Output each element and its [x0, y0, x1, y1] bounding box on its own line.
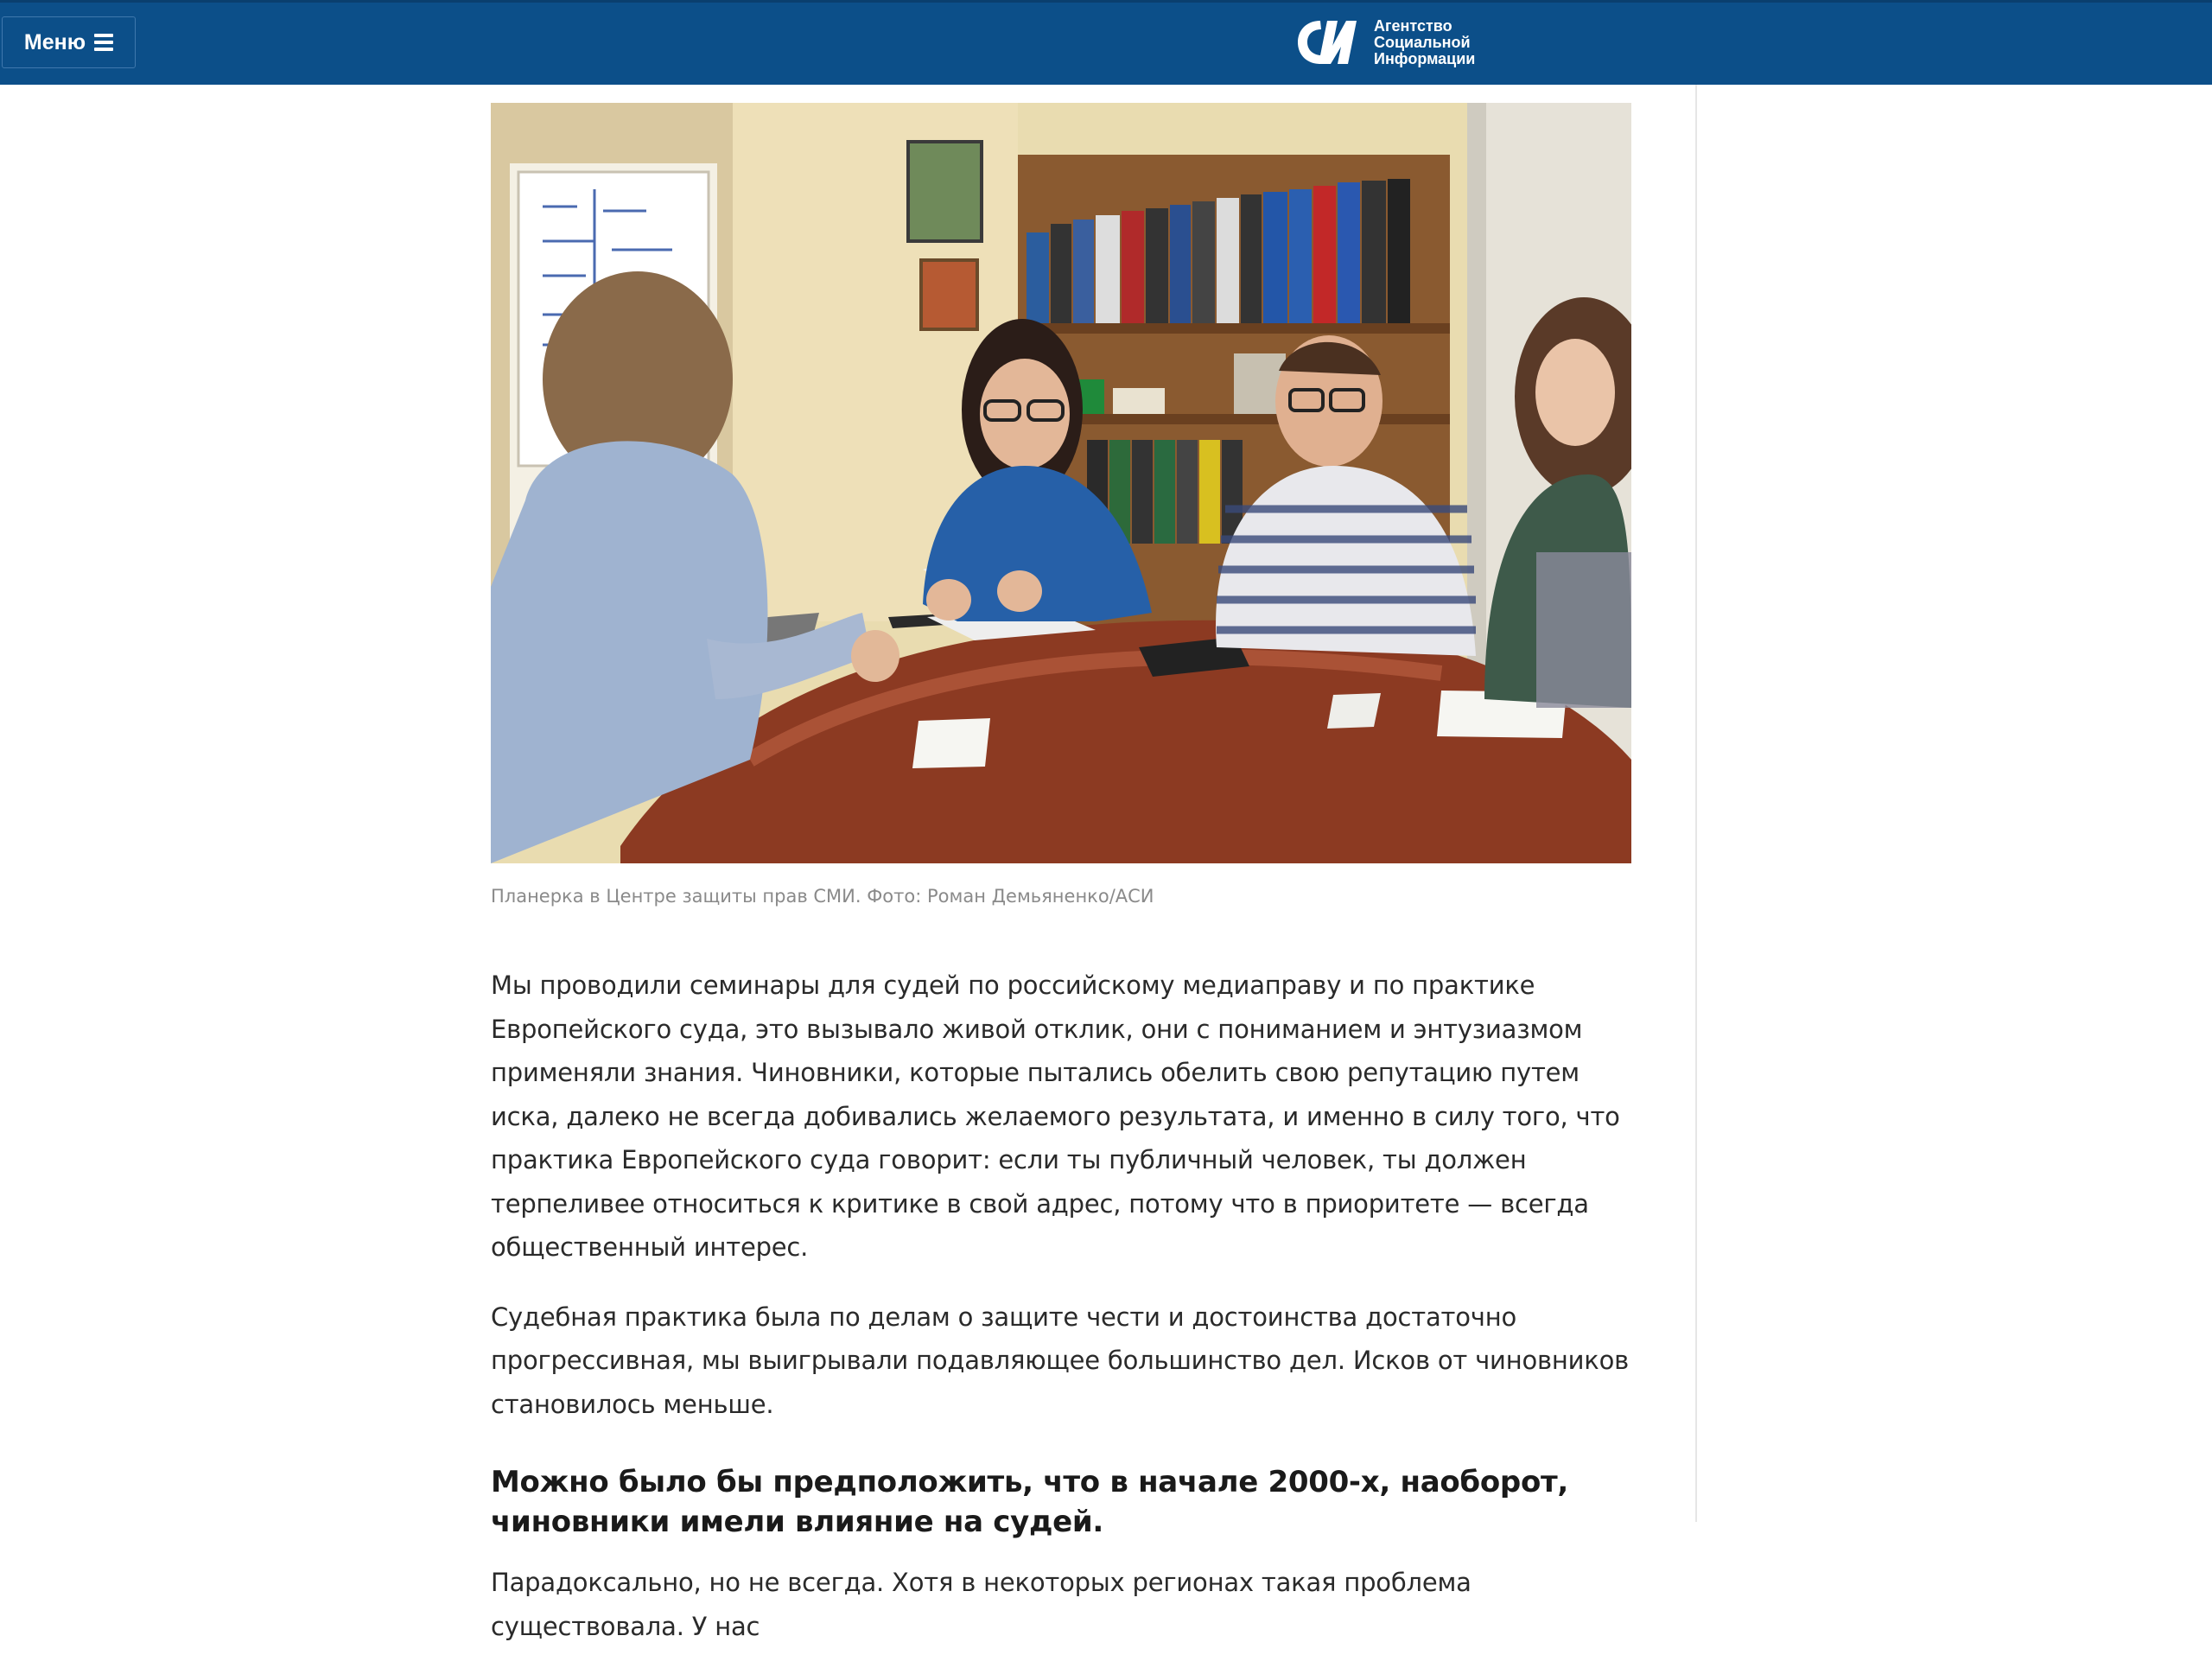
hamburger-icon: [94, 34, 113, 51]
asi-logo-icon: [1294, 16, 1362, 69]
article-photo: [491, 103, 1631, 863]
article-paragraph: Мы проводили семинары для судей по российскому медиаправу и по практике Европейского суда, это вызывало живой отклик, они с пониманием и энтузиазмом применяли знания. Чиновники, которые пытались обелить свою репутацию путем иска, далеко не всегда добивались желаемого результата, и именно в силу того, что практика Европейского суда говорит: если ты публичный человек, ты должен терпеливее относиться к критике в свой адрес, потому что в приоритете — всегда общественный интерес.: [491, 971, 1620, 1262]
meeting-photo-illustration: [491, 103, 1631, 863]
menu-button[interactable]: [2, 16, 136, 68]
sidebar-divider: [1695, 85, 1697, 1522]
photo-caption: Планерка в Центре защиты прав СМИ. Фото: Роман Демьяненко/АСИ: [491, 886, 1154, 907]
top-navigation-bar: [0, 0, 2212, 85]
logo-text: [1374, 18, 1475, 67]
menu-label: Меню: [23, 29, 86, 54]
site-logo[interactable]: [1294, 15, 1475, 70]
article-body: [491, 964, 1640, 1674]
article-question-heading: Можно было бы предположить, что в начале 2000-х, наоборот, чиновники имели влияние на судей.: [491, 1465, 1569, 1539]
logo-line: Социальной: [1374, 33, 1471, 51]
article-paragraph: Судебная практика была по делам о защите чести и достоинства достаточно прогрессивная, мы выигрывали подавляющее большинство дел. Исков от чиновников становилось меньше.: [491, 1302, 1630, 1419]
article-paragraph: Парадоксально, но не всегда. Хотя в некоторых регионах такая проблема существовала. У нас: [491, 1568, 1471, 1641]
logo-line: Информации: [1374, 49, 1476, 67]
logo-line: Агентство: [1374, 16, 1452, 35]
